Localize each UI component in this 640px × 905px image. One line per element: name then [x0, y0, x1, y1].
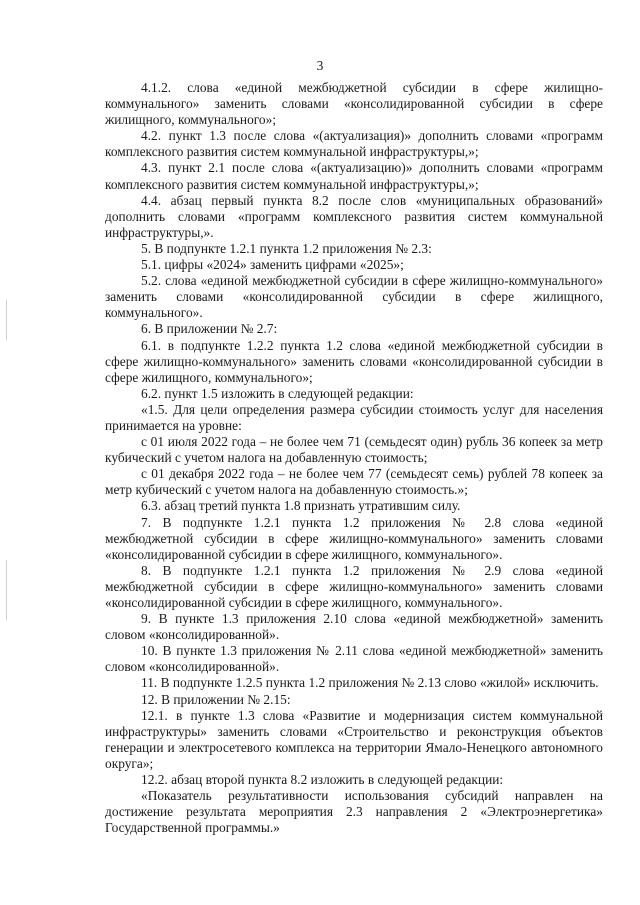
paragraph-5-2: 5.2. слова «единой межбюджетной субсидии в сфере жилищно-коммунального» заменить словами «консолидированной субсидии в сфере жилищного, коммунального». — [105, 273, 603, 321]
document-body — [105, 80, 603, 836]
paragraph-4-4: 4.4. абзац первый пункта 8.2 после слов «муниципальных образований» дополнить словами «программ комплексного развития систем коммунальной инфраструктуры,». — [105, 192, 603, 240]
scan-edge-mark — [6, 300, 7, 340]
paragraph-12-2: 12.2. абзац второй пункта 8.2 изложить в следующей редакции: — [141, 772, 504, 788]
paragraph-12-1: 12.1. в пункте 1.3 слова «Развитие и модернизация систем коммунальной инфраструктуры» заменить словами «Строительство и реконструкция объектов генерации и электросетевого комплекса на территории Ямало-Ненецкого автономного округа»; — [105, 707, 603, 771]
paragraph-7: 7. В подпункте 1.2.1 пункта 1.2 приложения № 2.8 слова «единой межбюджетной субсидии в сфере жилищно-коммунального» заменить словами «консолидированной субсидии в сфере жилищного, коммунального». — [105, 514, 603, 562]
paragraph-4-1-2: 4.1.2. слова «единой межбюджетной субсидии в сфере жилищно-коммунального» заменить словами «консолидированной субсидии в сфере жилищного, коммунального»; — [105, 80, 603, 128]
paragraph-4-3: 4.3. пункт 2.1 после слова «(актуализацию)» дополнить словами «программ комплексного развития систем коммунальной инфраструктуры,»; — [105, 160, 603, 192]
paragraph-8: 8. В подпункте 1.2.1 пункта 1.2 приложения № 2.9 слова «единой межбюджетной субсидии в сфере жилищно-коммунального» заменить словами «консолидированной субсидии в сфере жилищного, коммунального». — [105, 562, 603, 610]
paragraph-quote-1-5: «1.5. Для цели определения размера субсидии стоимость услуг для населения принимается на уровне: — [105, 401, 603, 433]
paragraph-10: 10. В пункте 1.3 приложения № 2.11 слова «единой межбюджетной» заменить словом «консолидированной». — [105, 643, 603, 675]
paragraph-quote-indicator: «Показатель результативности использования субсидий направлен на достижение результата мероприятия 2.3 направления 2 «Электроэнергетика» Государственной программы.» — [105, 788, 603, 836]
paragraph-6: 6. В приложении № 2.7: — [141, 321, 278, 337]
paragraph-6-2: 6.2. пункт 1.5 изложить в следующей редакции: — [141, 385, 414, 401]
paragraph-december-2022: с 01 декабря 2022 года – не более чем 77 (семьдесят семь) рублей 78 копеек за метр кубический с учетом налога на добавленную стоимость.»; — [105, 466, 603, 498]
paragraph-6-1: 6.1. в подпункте 1.2.2 пункта 1.2 слова «единой межбюджетной субсидии в сфере жилищно-коммунального» заменить словами «консолидированной субсидии в сфере жилищного, коммунального»; — [105, 337, 603, 385]
paragraph-9: 9. В пункте 1.3 приложения 2.10 слова «единой межбюджетной» заменить словом «консолидированной». — [105, 611, 603, 643]
page-number: 3 — [316, 58, 324, 73]
paragraph-12: 12. В приложении № 2.15: — [141, 691, 291, 707]
paragraph-6-3: 6.3. абзац третий пункта 1.8 признать утратившим силу. — [141, 498, 461, 514]
scan-edge-mark — [6, 560, 7, 620]
paragraph-5-1: 5.1. цифры «2024» заменить цифрами «2025»; — [141, 257, 404, 273]
paragraph-4-2: 4.2. пункт 1.3 после слова «(актуализация)» дополнить словами «программ комплексного развития систем коммунальной инфраструктуры,»; — [105, 128, 603, 160]
paragraph-11: 11. В подпункте 1.2.5 пункта 1.2 приложения № 2.13 слово «жилой» исключить. — [141, 675, 599, 691]
paragraph-july-2022: с 01 июля 2022 года – не более чем 71 (семьдесят один) рубль 36 копеек за метр кубический с учетом налога на добавленную стоимость; — [105, 434, 603, 466]
paragraph-5: 5. В подпункте 1.2.1 пункта 1.2 приложения № 2.3: — [141, 240, 432, 256]
